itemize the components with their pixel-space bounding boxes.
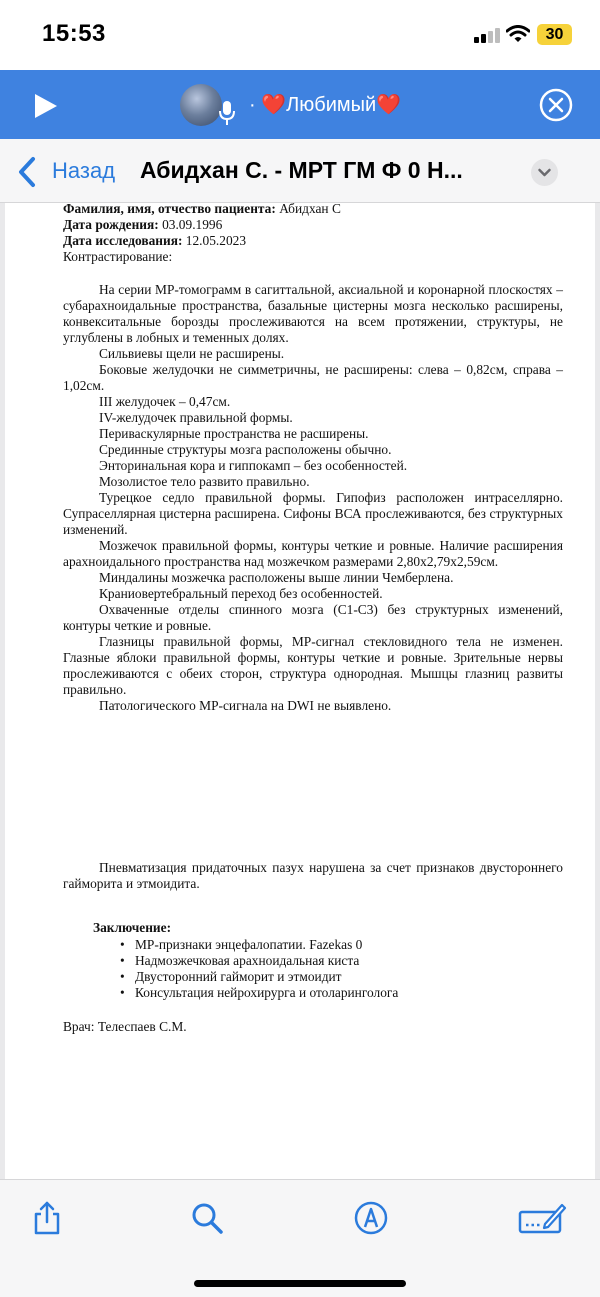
document-page [5,836,595,1179]
play-icon[interactable] [33,93,59,119]
patient-line [63,203,563,217]
finding-paragraph: IV-желудочек правильной формы. [99,410,293,425]
finding-paragraph: Патологического МР-сигнала на DWI не выявлено. [99,698,392,713]
markup-icon[interactable] [353,1200,389,1236]
study-date-label: Дата исследования: [63,233,183,248]
patient-label: Фамилия, имя, отчество пациента: [63,203,276,216]
search-icon[interactable] [189,1200,225,1236]
doctor-signature-line: Врач: Телеспаев С.М. [63,1019,187,1034]
finding-paragraph: Турецкое седло правильной формы. Гипофиз расположен интраселлярно. Супраселлярная цистерна расширена. Сифоны ВСА прослеживаются, без структурных изменений. [63,490,563,537]
battery-indicator: 30 [537,24,572,45]
share-icon[interactable] [29,1200,65,1236]
finding-paragraph: Мозжечок правильной формы, контуры четкие и ровные. Наличие расширения арахноидального пространства над мозжечком размерами 2,80х2,79х2,59см. [63,538,563,569]
study-date-line [63,233,563,249]
avatar [180,84,222,126]
home-indicator [194,1280,406,1287]
finding-paragraph: Глазницы правильной формы, МР-сигнал стекловидного тела не изменен. Глазные яблоки правильной формы, контуры четкие и ровные. Зрительные нервы прослеживаются с обеих сторон, структура однородная. Мышцы глазниц развиты правильно. [63,634,563,697]
finding-paragraph: Краниовертебральный переход без особенностей. [99,586,383,601]
sinus-paragraph: Пневматизация придаточных пазух нарушена за счет признаков двустороннего гайморита и этмоидита. [63,860,563,891]
page-content [63,203,563,714]
back-chevron-icon[interactable] [18,156,36,188]
finding-paragraph: Охваченные отделы спинного мозга (C1-C3) без структурных изменений, контуры четкие и ровные. [63,602,563,633]
bottom-toolbar [0,1179,600,1297]
chevron-down-icon [531,159,558,186]
finding-paragraph: Миндалины мозжечка расположены выше линии Чемберлена. [99,570,454,585]
title-menu-button[interactable] [531,159,558,186]
navigation-bar [0,139,600,203]
status-bar [0,0,600,70]
list-item: • МР-признаки энцефалопатии. Fazekas 0 [135,937,563,953]
dob-value: 03.09.1996 [158,217,223,232]
finding-paragraph: Сильвиевы щели не расширены. [99,346,285,361]
document-viewer[interactable] [0,203,600,1179]
list-item: • Двусторонний гайморит и этмоидит [135,969,563,985]
finding-paragraph: Периваскулярные пространства не расширены. [99,426,369,441]
page-content [63,860,563,1035]
dob-line [63,217,563,233]
finding-paragraph: Срединные структуры мозга расположены обычно. [99,442,392,457]
wifi-icon [506,25,530,43]
finding-paragraph: На серии МР-томограмм в сагиттальной, аксиальной и коронарной плоскостях – субарахноидальные пространства, базальные цистерны мозга несколько расширены, конвекситальные борозды прослеживаются на всем протяжении, структуры, не углублены в лобных и теменных долях. [63,282,563,345]
list-item: • Надмозжечковая арахноидальная киста [135,953,563,969]
page-title[interactable]: Абидхан С. - МРТ ГМ Ф 0 Н... [140,157,463,183]
dob-label: Дата рождения: [63,217,159,232]
microphone-icon [217,100,237,126]
signature-icon[interactable] [517,1200,567,1236]
finding-paragraph: Боковые желудочки не симметричны, не расширены: слева – 0,82см, справа – 1,02см. [63,362,563,393]
call-banner[interactable] [0,70,600,139]
status-time: 15:53 [42,20,106,47]
call-contact-name: · ❤️Любимый❤️ [249,94,402,116]
finding-paragraph: Энторинальная кора и гиппокамп – без особенностей. [99,458,408,473]
study-date-value: 12.05.2023 [182,233,247,248]
contrast-line: Контрастирование: [63,249,173,264]
conclusion-title: Заключение: [93,920,172,935]
patient-value: Абидхан С [275,203,341,216]
back-button[interactable]: Назад [52,158,116,183]
close-icon[interactable] [539,88,573,122]
cellular-signal-icon [474,27,500,43]
finding-paragraph: Мозолистое тело развито правильно. [99,474,310,489]
findings [63,282,563,714]
conclusion-list [63,937,563,1001]
finding-paragraph: III желудочек – 0,47см. [99,394,231,409]
list-item: • Консультация нейрохирурга и отоларинголога [135,985,563,1001]
